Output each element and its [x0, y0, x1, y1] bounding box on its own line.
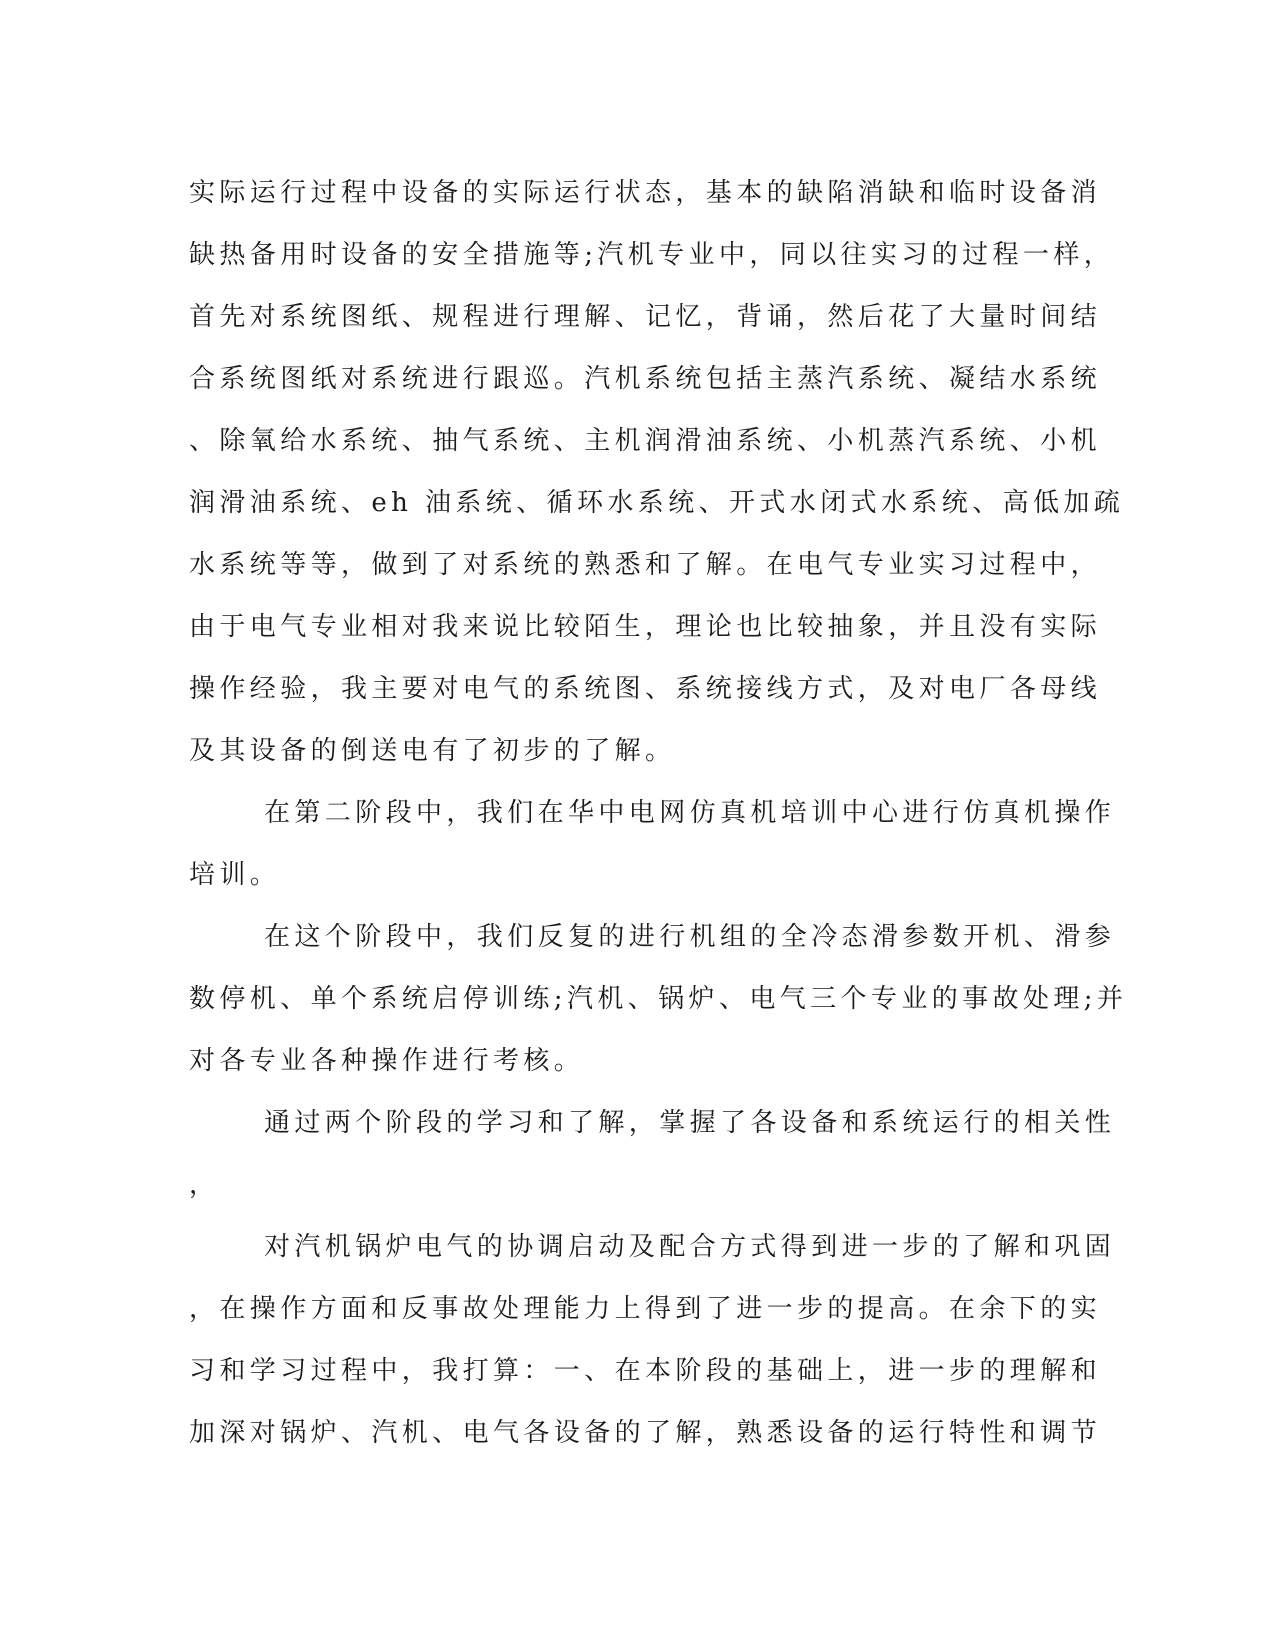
paragraph-start-line: 通过两个阶段的学习和了解，掌握了各设备和系统运行的相关性 — [264, 1108, 1116, 1138]
text-line: 、除氧给水系统、抽气系统、主机润滑油系统、小机蒸汽系统、小机 — [189, 426, 1102, 456]
text-line: 润滑油系统、eh 油系统、循环水系统、开式水闭式水系统、高低加疏 — [189, 488, 1125, 518]
text-line: 数停机、单个系统启停训练;汽机、锅炉、电气三个专业的事故处理;并 — [189, 984, 1128, 1014]
text-line: 由于电气专业相对我来说比较陌生，理论也比较抽象，并且没有实际 — [189, 612, 1102, 642]
text-line: 首先对系统图纸、规程进行理解、记忆，背诵，然后花了大量时间结 — [189, 302, 1102, 332]
paragraph-start-line: 在这个阶段中，我们反复的进行机组的全冷态滑参数开机、滑参 — [264, 922, 1116, 952]
text-line: 缺热备用时设备的安全措施等;汽机专业中，同以往实习的过程一样， — [189, 240, 1115, 270]
text-line: ，在操作方面和反事故处理能力上得到了进一步的提高。在余下的实 — [189, 1294, 1102, 1324]
text-line: 水系统等等，做到了对系统的熟悉和了解。在电气专业实习过程中， — [189, 550, 1102, 580]
paragraph-start-line: 在第二阶段中，我们在华中电网仿真机培训中心进行仿真机操作 — [264, 798, 1116, 828]
body-text — [189, 162, 1128, 1464]
text-line: 习和学习过程中，我打算：一、在本阶段的基础上，进一步的理解和 — [189, 1356, 1102, 1386]
text-line: 对各专业各种操作进行考核。 — [189, 1046, 585, 1076]
text-line: 培训。 — [189, 860, 281, 890]
text-line: 实际运行过程中设备的实际运行状态，基本的缺陷消缺和临时设备消 — [189, 178, 1102, 208]
text-line: 及其设备的倒送电有了初步的了解。 — [189, 736, 676, 766]
text-line: 操作经验，我主要对电气的系统图、系统接线方式，及对电厂各母线 — [189, 674, 1102, 704]
paragraph-start-line: 对汽机锅炉电气的协调启动及配合方式得到进一步的了解和巩固 — [264, 1232, 1116, 1262]
text-line: 合系统图纸对系统进行跟巡。汽机系统包括主蒸汽系统、凝结水系统 — [189, 364, 1102, 394]
text-line: 加深对锅炉、汽机、电气各设备的了解，熟悉设备的运行特性和调节 — [189, 1418, 1102, 1448]
text-line: ， — [189, 1170, 220, 1200]
